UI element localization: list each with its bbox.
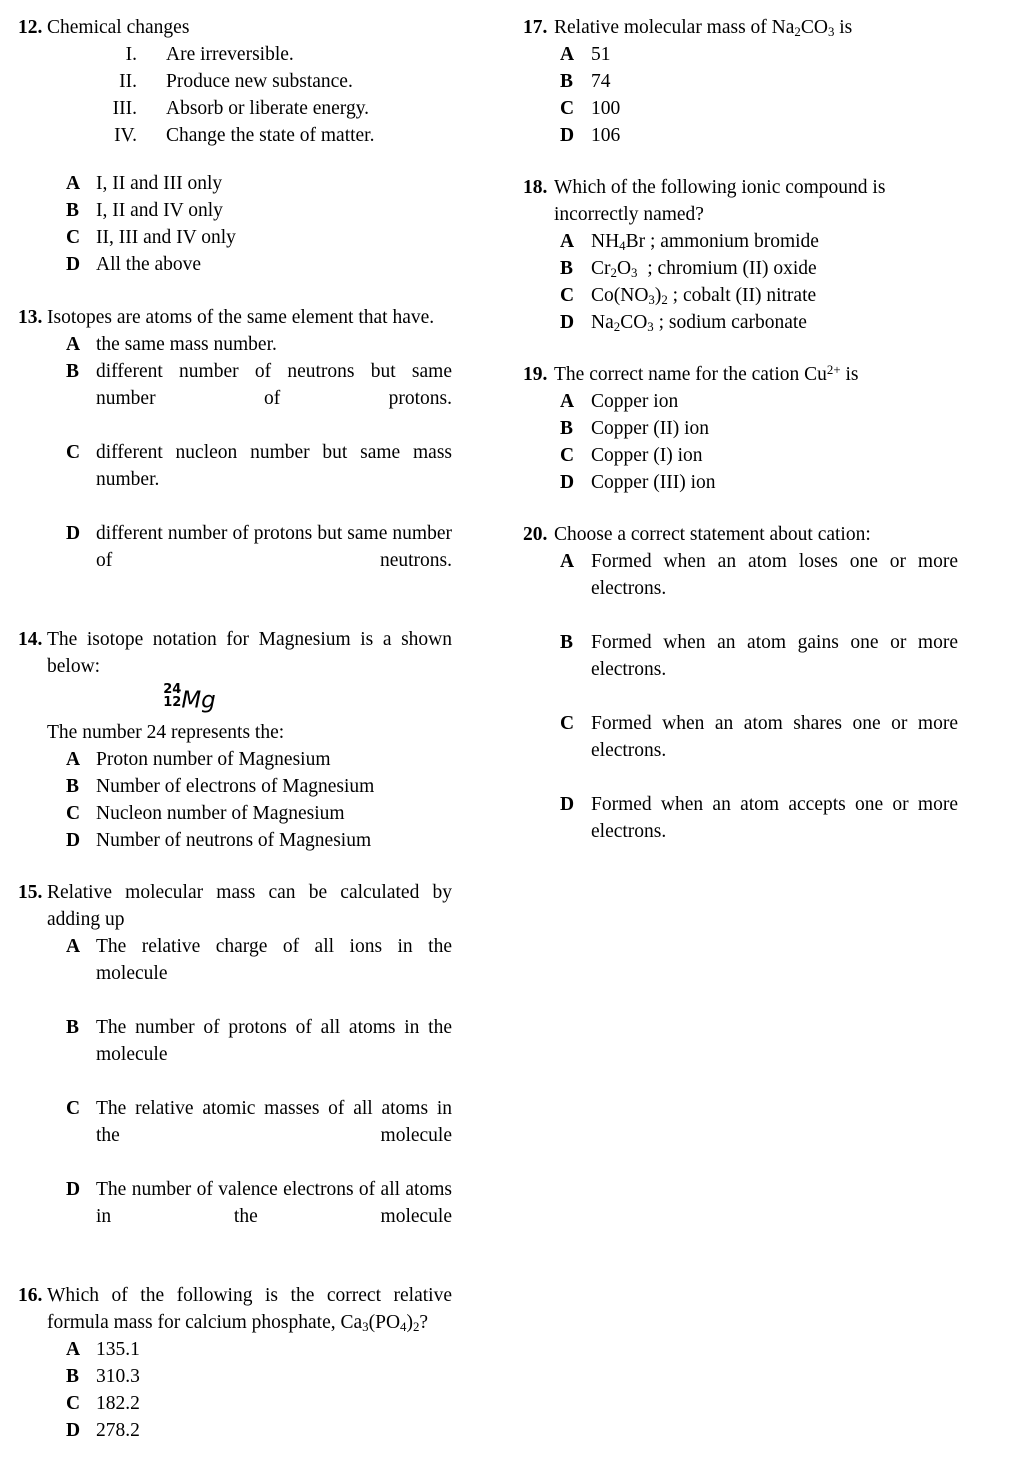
- isotope-notation: [47, 684, 452, 717]
- question-stem: Chemical changes: [47, 17, 190, 38]
- roman-numeral: II.: [119, 71, 137, 92]
- option-a[interactable]: [554, 41, 958, 68]
- option-letter: A: [560, 551, 575, 572]
- question-stem-text: Relative molecular mass can be calculated by adding up: [47, 882, 452, 931]
- question-stem: [47, 304, 452, 331]
- option-letter: C: [560, 285, 575, 306]
- option-c[interactable]: [66, 224, 452, 251]
- option-letter: D: [66, 523, 81, 544]
- option-text: The relative atomic masses of all atoms in the molecule: [96, 1098, 452, 1147]
- option-letter: B: [66, 776, 80, 798]
- option-a[interactable]: [554, 548, 958, 629]
- option-letter: D: [560, 125, 575, 146]
- option-b[interactable]: [554, 415, 958, 442]
- option-text: 74: [591, 71, 611, 92]
- option-letter: A: [66, 936, 81, 958]
- option-text: Proton number of Magnesium: [96, 749, 331, 771]
- option-text: $Na_2CO_3$ ; sodium carbonate: [591, 312, 807, 334]
- question-stem-text: Relative molecular mass of $Na_2CO_3$ is: [554, 17, 853, 39]
- question-12: [18, 14, 452, 278]
- option-letter: D: [66, 1179, 81, 1201]
- option-letter: A: [66, 173, 81, 194]
- option-c[interactable]: [554, 710, 958, 791]
- option-a[interactable]: [66, 331, 452, 358]
- option-text: different nucleon number but same mass number.: [96, 442, 452, 490]
- isotope-numbers: [163, 683, 181, 710]
- option-a[interactable]: [66, 170, 452, 197]
- roman-item-text: Are irreversible.: [166, 44, 294, 65]
- question-stem: Which of the following ionic compound is incorrectly named?: [554, 177, 886, 225]
- option-c[interactable]: [66, 1390, 452, 1417]
- option-letter: A: [560, 231, 575, 252]
- answer-options: [554, 41, 958, 149]
- option-d[interactable]: [66, 1176, 452, 1257]
- option-letter: C: [66, 1098, 81, 1120]
- option-text: 106: [591, 125, 621, 146]
- roman-numeral: I.: [125, 44, 137, 65]
- question-column-right: [523, 14, 958, 894]
- option-text: the same mass number.: [96, 334, 277, 355]
- option-letter: B: [66, 1017, 80, 1039]
- answer-options: [554, 388, 958, 496]
- option-c[interactable]: [66, 1095, 452, 1176]
- list-item: [47, 95, 452, 122]
- option-d[interactable]: [554, 469, 958, 496]
- option-c[interactable]: [554, 442, 958, 469]
- question-stem: [554, 361, 958, 388]
- option-letter: C: [66, 803, 81, 825]
- question-16: [18, 1282, 452, 1444]
- question-stem-text: The isotope notation for Magnesium is a shown below:: [47, 629, 452, 677]
- option-letter: A: [560, 44, 575, 65]
- option-text: The number of protons of all atoms in the molecule: [96, 1017, 452, 1066]
- option-text: $Cr_2O_3$ ; chromium (II) oxide: [591, 258, 817, 280]
- option-text: different number of protons but same number of neutrons.: [96, 523, 452, 571]
- option-text: $Co(NO_3)_2$ ; cobalt (II) nitrate: [591, 285, 817, 307]
- roman-item-text: Absorb or liberate energy.: [166, 98, 370, 119]
- option-letter: C: [66, 227, 81, 248]
- option-d[interactable]: [554, 791, 958, 872]
- answer-options: [554, 548, 958, 872]
- question-stem-text: Isotopes are atoms of the same element that have.: [47, 307, 435, 328]
- option-text: $NH_4Br$ ; ammonium bromide: [591, 231, 819, 253]
- option-c[interactable]: [66, 439, 452, 520]
- element-symbol: Mg: [181, 687, 216, 714]
- option-text: The number of valence electrons of all atoms in the molecule: [96, 1179, 452, 1228]
- option-d[interactable]: [66, 827, 452, 854]
- question-stem: Choose a correct statement about cation:: [554, 524, 871, 545]
- question-stem: [47, 879, 452, 933]
- answer-options: [554, 228, 958, 336]
- option-d[interactable]: [66, 520, 452, 601]
- option-c[interactable]: [66, 800, 452, 827]
- question-number: 19.: [523, 364, 548, 385]
- option-letter: C: [560, 445, 575, 466]
- option-letter: D: [66, 830, 81, 852]
- option-d[interactable]: [66, 251, 452, 278]
- option-letter: B: [66, 200, 80, 221]
- option-a[interactable]: [66, 746, 452, 773]
- question-stem-secondary: The number 24 represents the:: [47, 722, 285, 744]
- option-text: different number of neutrons but same number of protons.: [96, 361, 452, 409]
- option-a[interactable]: [66, 933, 452, 1014]
- option-b[interactable]: [66, 1363, 452, 1390]
- answer-options: [66, 331, 452, 601]
- option-text: All the above: [96, 254, 202, 275]
- list-item: [47, 41, 452, 68]
- option-b[interactable]: [554, 255, 958, 282]
- option-text: I, II and IV only: [96, 200, 223, 221]
- answer-options: [66, 746, 452, 854]
- option-letter: B: [560, 632, 574, 653]
- list-item: [47, 68, 452, 95]
- option-letter: D: [66, 1420, 81, 1442]
- question-stem-text: The correct name for the cation $Cu^{2+}$ is: [554, 363, 859, 385]
- question-stem-text: Which of the following is the correct relative formula mass for calcium phosphate, $Ca_3(PO_4)_2$?: [47, 1285, 452, 1335]
- option-letter: B: [66, 1366, 80, 1388]
- option-text: Nucleon number of Magnesium: [96, 803, 345, 825]
- option-d[interactable]: [554, 122, 958, 149]
- option-letter: C: [560, 713, 575, 734]
- option-d[interactable]: [554, 309, 958, 336]
- proton-number: 12: [163, 695, 182, 711]
- question-column-left: [18, 14, 452, 1466]
- mass-number: 24: [163, 682, 182, 697]
- option-text: 278.2: [96, 1420, 140, 1442]
- option-text: Copper (II) ion: [591, 418, 710, 439]
- option-text: 100: [591, 98, 621, 119]
- option-letter: C: [560, 98, 575, 119]
- option-a[interactable]: [66, 1336, 452, 1363]
- option-b[interactable]: [554, 68, 958, 95]
- option-letter: D: [560, 312, 575, 333]
- option-letter: B: [560, 258, 574, 279]
- option-b[interactable]: [66, 1014, 452, 1095]
- answer-options: [66, 933, 452, 1257]
- option-letter: C: [66, 1393, 81, 1415]
- option-text: Formed when an atom loses one or more electrons.: [591, 551, 958, 599]
- option-b[interactable]: [66, 773, 452, 800]
- option-letter: C: [66, 442, 81, 463]
- question-17: [523, 14, 958, 149]
- question-stem: [554, 14, 958, 41]
- option-text: Number of neutrons of Magnesium: [96, 830, 372, 852]
- option-text: Formed when an atom gains one or more electrons.: [591, 632, 958, 680]
- option-text: Number of electrons of Magnesium: [96, 776, 375, 798]
- option-letter: D: [560, 794, 575, 815]
- option-text: II, III and IV only: [96, 227, 236, 248]
- question-19: [523, 361, 958, 496]
- answer-options: [66, 1336, 452, 1444]
- question-13: [18, 304, 452, 601]
- option-b[interactable]: [66, 197, 452, 224]
- option-text: Copper (I) ion: [591, 445, 703, 466]
- roman-numeral: IV.: [114, 125, 137, 146]
- question-number: 20.: [523, 524, 548, 545]
- option-text: 51: [591, 44, 611, 65]
- question-number: 13.: [18, 307, 43, 328]
- option-text: Formed when an atom accepts one or more electrons.: [591, 794, 958, 842]
- question-15: [18, 879, 452, 1257]
- option-letter: A: [560, 391, 575, 412]
- roman-item-text: Change the state of matter.: [166, 125, 375, 146]
- option-letter: B: [560, 71, 574, 92]
- option-letter: A: [66, 749, 81, 771]
- option-letter: D: [560, 472, 575, 493]
- option-c[interactable]: [554, 282, 958, 309]
- option-b[interactable]: [66, 358, 452, 439]
- roman-numeral: III.: [112, 98, 137, 119]
- option-a[interactable]: [554, 228, 958, 255]
- option-c[interactable]: [554, 95, 958, 122]
- option-text: Copper (III) ion: [591, 472, 716, 493]
- question-14: [18, 626, 452, 854]
- option-text: Copper ion: [591, 391, 679, 412]
- question-number: 12.: [18, 17, 43, 38]
- option-letter: A: [66, 1339, 81, 1361]
- option-text: Formed when an atom shares one or more electrons.: [591, 713, 958, 761]
- question-18: [523, 174, 958, 336]
- question-number: 16.: [18, 1285, 43, 1307]
- question-number: 18.: [523, 177, 548, 198]
- question-stem: [47, 626, 452, 680]
- question-20: [523, 521, 958, 872]
- option-a[interactable]: [554, 388, 958, 415]
- roman-item-text: Produce new substance.: [166, 71, 353, 92]
- option-text: 310.3: [96, 1366, 140, 1388]
- option-letter: A: [66, 334, 81, 355]
- question-number: 14.: [18, 629, 43, 650]
- option-text: 135.1: [96, 1339, 140, 1361]
- option-letter: B: [560, 418, 574, 439]
- list-item: [47, 122, 452, 149]
- question-stem: [47, 1282, 452, 1336]
- option-text: 182.2: [96, 1393, 140, 1415]
- answer-options: [66, 170, 452, 278]
- option-letter: B: [66, 361, 80, 382]
- option-letter: D: [66, 254, 81, 275]
- option-text: I, II and III only: [96, 173, 223, 194]
- option-b[interactable]: [554, 629, 958, 710]
- question-number: 15.: [18, 882, 43, 904]
- roman-numeral-list: [47, 41, 452, 149]
- option-d[interactable]: [66, 1417, 452, 1444]
- option-text: The relative charge of all ions in the molecule: [96, 936, 452, 985]
- question-number: 17.: [523, 17, 548, 38]
